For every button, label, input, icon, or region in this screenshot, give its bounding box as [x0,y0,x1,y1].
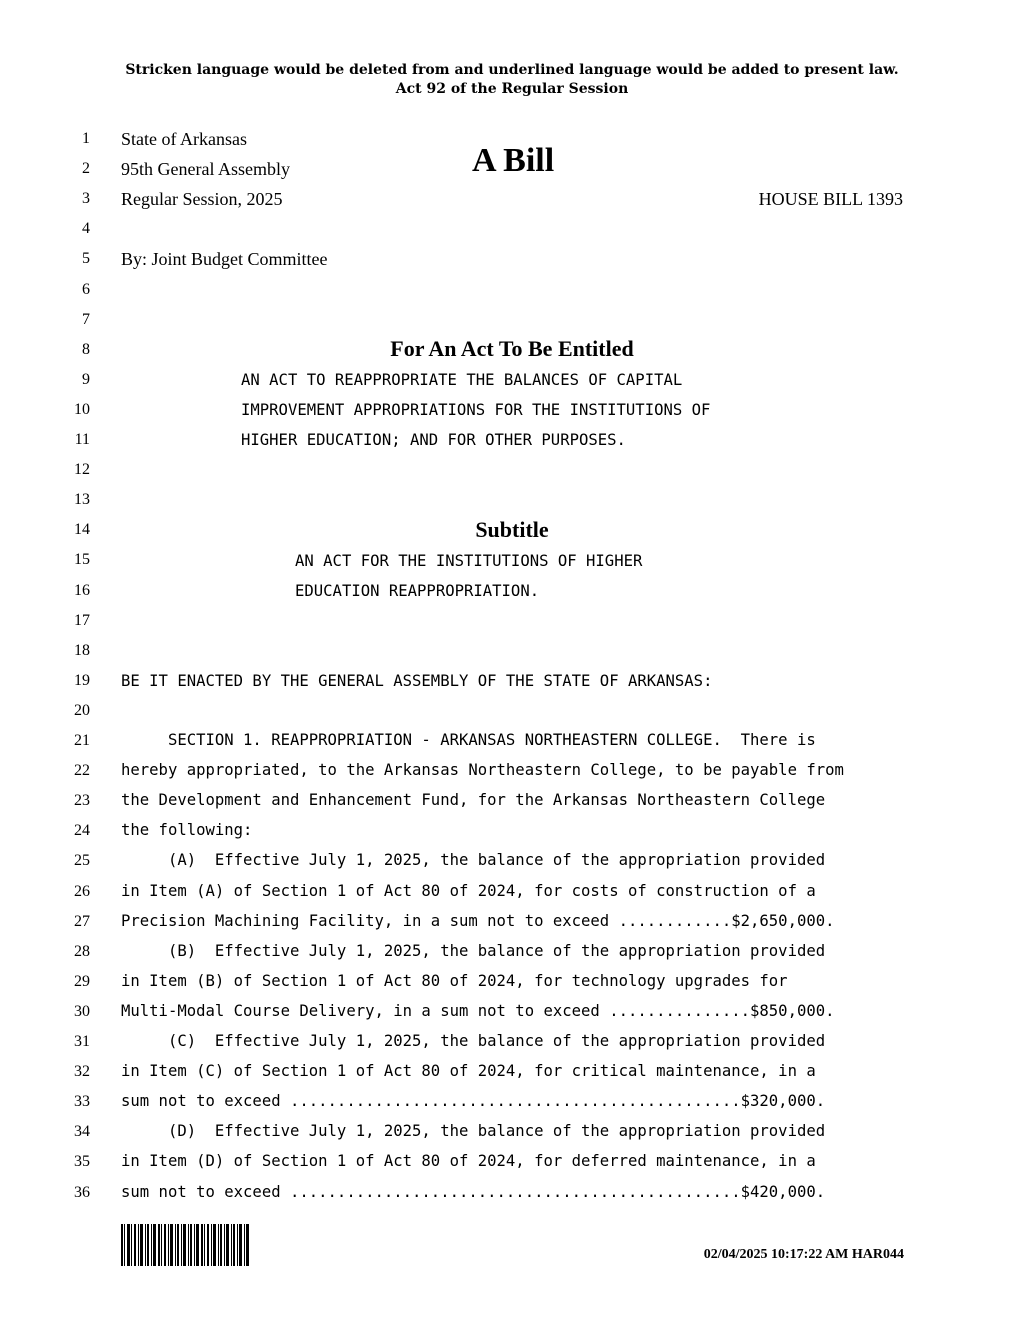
line-number: 9 [82,370,90,388]
body-line: (C) Effective July 1, 2025, the balance of the appropriation provided [121,1032,826,1050]
subtitle-heading: Subtitle [475,517,549,542]
line-number: 7 [82,310,90,328]
line-number: 4 [82,220,90,238]
line-number: 23 [74,792,90,810]
line-number: 30 [74,1002,90,1020]
enacting-clause: BE IT ENACTED BY THE GENERAL ASSEMBLY OF THE STATE OF ARKANSAS: [121,672,713,690]
subtitle-line: AN ACT FOR THE INSTITUTIONS OF HIGHER [295,552,643,570]
body-line: sum not to exceed ................................................$320,000. [121,1092,826,1111]
act-reference: Act 92 of the Regular Session [395,81,629,97]
sponsor: By: Joint Budget Committee [121,249,328,269]
line-number: 14 [74,521,90,539]
line-number: 28 [74,942,90,960]
body-line: Multi-Modal Course Delivery, in a sum not to exceed ...............$850,000. [121,1001,835,1020]
body-line: hereby appropriated, to the Arkansas Northeastern College, to be payable from [121,761,844,780]
line-number: 5 [82,250,90,268]
line-number: 15 [74,551,90,569]
line-number: 31 [74,1033,90,1050]
timestamp: 02/04/2025 10:17:22 AM HAR044 [703,1247,904,1262]
title-line: HIGHER EDUCATION; AND FOR OTHER PURPOSES. [241,431,626,449]
state-name: State of Arkansas [121,129,247,149]
body-line: (A) Effective July 1, 2025, the balance of the appropriation provided [121,851,826,870]
body-line: the Development and Enhancement Fund, for the Arkansas Northeastern College [121,791,826,810]
title-heading: For An Act To Be Entitled [390,336,634,361]
line-number: 26 [74,882,90,900]
line-number: 10 [74,400,90,418]
session-name: Regular Session, 2025 [121,189,283,209]
line-number: 13 [74,491,90,509]
body-line: sum not to exceed ................................................$420,000. [121,1182,826,1201]
line-number: 3 [82,190,90,208]
body-line: in Item (C) of Section 1 of Act 80 of 2024, for critical maintenance, in a [121,1062,816,1081]
bill-number: HOUSE BILL 1393 [758,189,903,209]
line-number: 35 [74,1153,90,1171]
line-number: 20 [74,701,90,719]
body-line: in Item (B) of Section 1 of Act 80 of 2024, for technology upgrades for [121,971,788,990]
title-line: AN ACT TO REAPPROPRIATE THE BALANCES OF CAPITAL [241,371,683,389]
line-number: 6 [82,280,90,298]
line-number: 12 [74,461,90,479]
line-number: 22 [74,762,90,780]
body-line: the following: [121,821,253,840]
line-number: 29 [74,972,90,990]
line-number: 17 [74,611,90,629]
line-number: 32 [74,1063,90,1081]
line-number: 1 [82,130,90,147]
line-number: 34 [74,1123,90,1141]
bill-type: A Bill [472,142,555,179]
line-number: 8 [82,340,90,358]
line-number: 21 [74,732,90,749]
line-number: 25 [74,852,90,870]
line-number: 24 [74,822,90,840]
title-line: IMPROVEMENT APPROPRIATIONS FOR THE INSTITUTIONS OF [241,401,711,419]
subtitle-line: EDUCATION REAPPROPRIATION. [295,582,540,600]
body-line: SECTION 1. REAPPROPRIATION - ARKANSAS NORTHEASTERN COLLEGE. There is [121,731,816,749]
strike-notice: Stricken language would be deleted from and underlined language would be added to present law. [125,62,899,78]
line-number: 11 [74,431,90,448]
line-number: 27 [74,912,90,930]
body-line: (D) Effective July 1, 2025, the balance of the appropriation provided [121,1122,826,1141]
assembly-name: 95th General Assembly [121,159,290,179]
line-number: 19 [74,671,90,689]
body-line: Precision Machining Facility, in a sum not to exceed ............$2,650,000. [121,911,835,930]
line-number: 33 [74,1093,90,1111]
line-number: 18 [74,641,90,659]
body-line: in Item (D) of Section 1 of Act 80 of 2024, for deferred maintenance, in a [121,1152,816,1171]
barcode-icon [121,1224,249,1266]
line-number: 2 [82,160,90,178]
body-line: (B) Effective July 1, 2025, the balance of the appropriation provided [121,941,826,960]
line-number: 16 [74,581,90,599]
body-line: in Item (A) of Section 1 of Act 80 of 2024, for costs of construction of a [121,881,816,900]
line-number: 36 [74,1183,90,1201]
